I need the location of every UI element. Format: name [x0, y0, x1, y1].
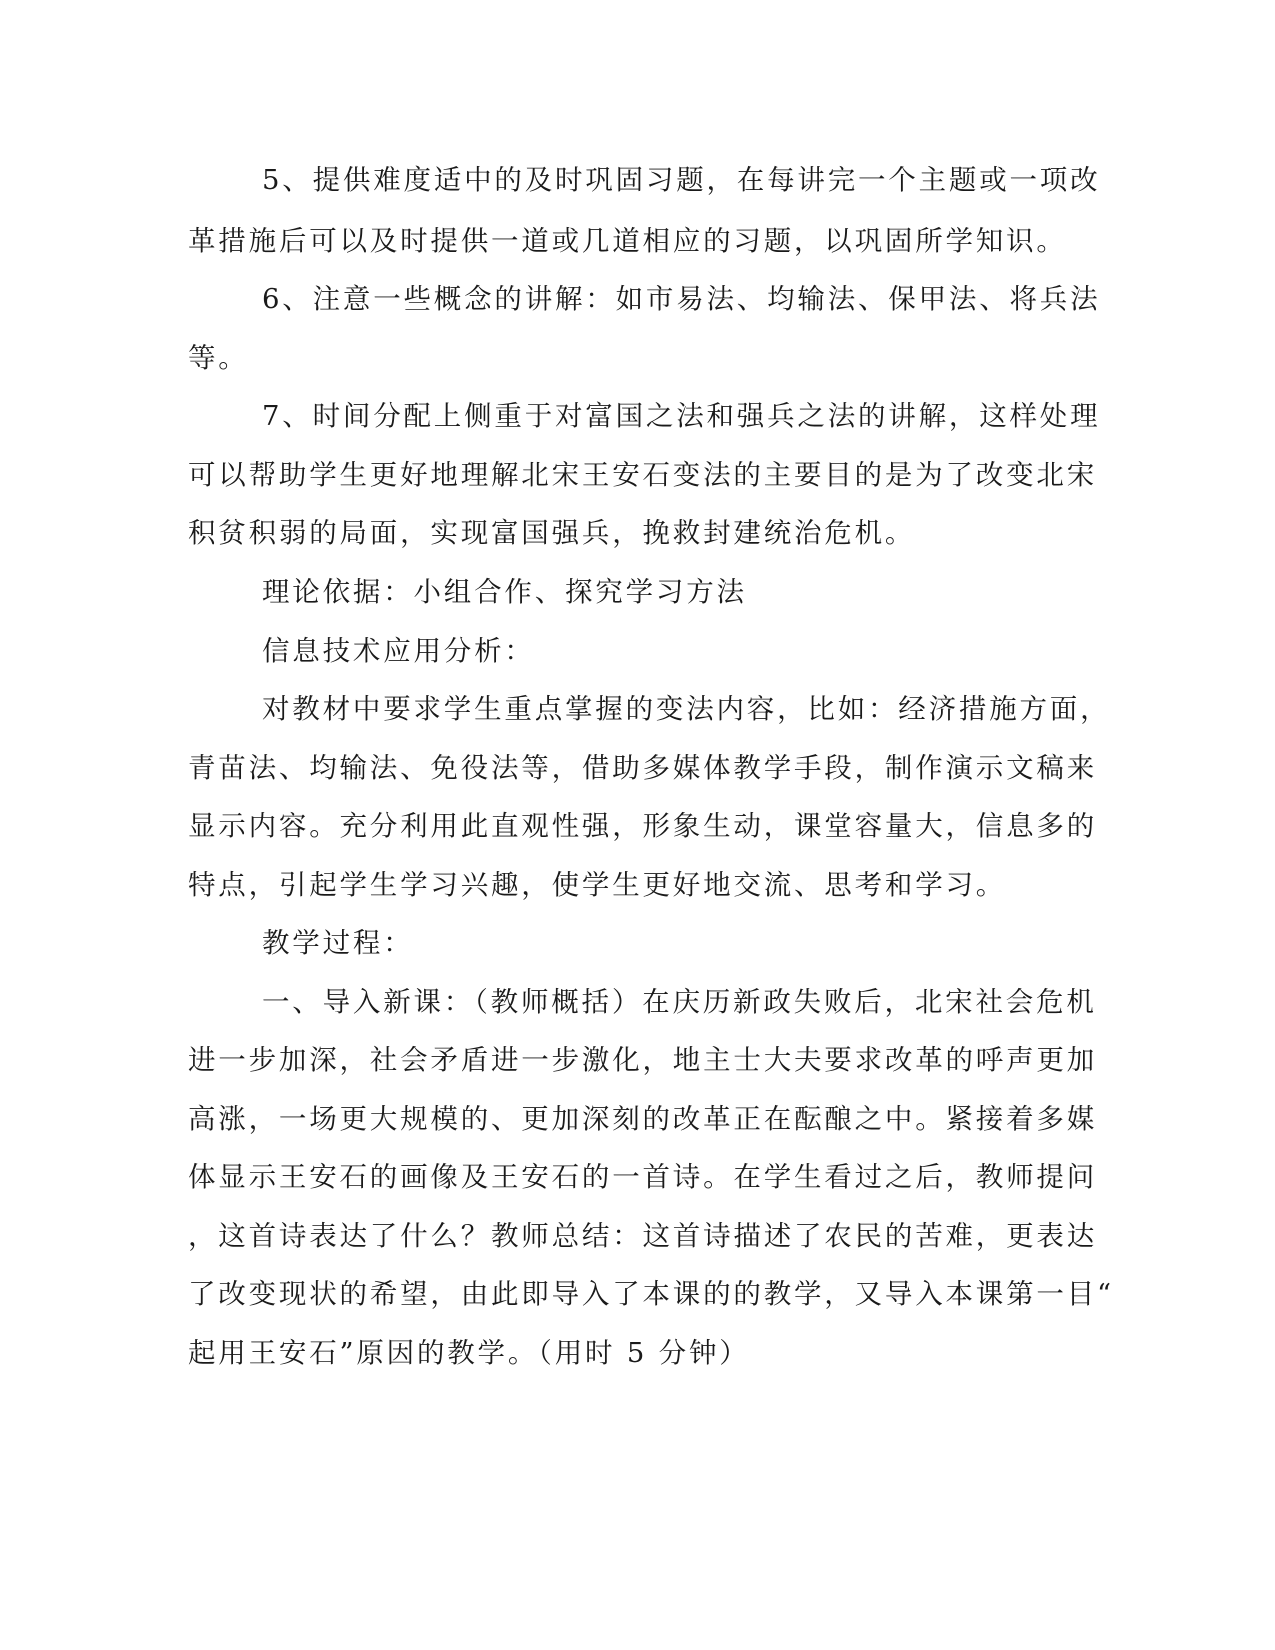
paragraph-6-line-2: 等。 — [188, 342, 249, 374]
paragraph-5-line-2: 革措施后可以及时提供一道或几道相应的习题，以巩固所学知识。 — [188, 225, 1067, 257]
paragraph-6-line-1: 6、注意一些概念的讲解：如市易法、均输法、保甲法、将兵法 — [262, 283, 1101, 315]
paragraph-7-line-3: 积贫积弱的局面，实现富国强兵，挽救封建统治危机。 — [188, 517, 916, 549]
intro-line-7: 起用王安石”原因的教学。（用时 5 分钟） — [188, 1337, 750, 1369]
paragraph-7-line-1: 7、时间分配上侧重于对富国之法和强兵之法的讲解，这样处理 — [262, 400, 1101, 432]
it-analysis-line-2: 青苗法、均输法、免役法等，借助多媒体教学手段，制作演示文稿来 — [188, 752, 1097, 784]
it-analysis-heading: 信息技术应用分析： — [262, 635, 535, 667]
paragraph-7-line-2: 可以帮助学生更好地理解北宋王安石变法的主要目的是为了改变北宋 — [188, 459, 1097, 491]
it-analysis-line-4: 特点，引起学生学习兴趣，使学生更好地交流、思考和学习。 — [188, 869, 1007, 901]
it-analysis-line-3: 显示内容。充分利用此直观性强，形象生动，课堂容量大，信息多的 — [188, 810, 1097, 842]
teaching-process-heading: 教学过程： — [262, 927, 414, 959]
paragraph-5-line-1: 5、提供难度适中的及时巩固习题，在每讲完一个主题或一项改 — [262, 164, 1101, 196]
intro-line-5: ，这首诗表达了什么？教师总结：这首诗描述了农民的苦难，更表达 — [188, 1220, 1097, 1252]
intro-line-3: 高涨，一场更大规模的、更加深刻的改革正在酝酿之中。紧接着多媒 — [188, 1103, 1097, 1135]
intro-line-2: 进一步加深，社会矛盾进一步激化，地主士大夫要求改革的呼声更加 — [188, 1044, 1097, 1076]
intro-line-6: 了改变现状的希望，由此即导入了本课的的教学，又导入本课第一目“ — [188, 1278, 1114, 1310]
intro-line-4: 体显示王安石的画像及王安石的一首诗。在学生看过之后，教师提问 — [188, 1161, 1097, 1193]
intro-line-1: 一、导入新课：（教师概括）在庆历新政失败后，北宋社会危机 — [262, 986, 1097, 1018]
theory-basis-line: 理论依据：小组合作、探究学习方法 — [262, 576, 747, 608]
it-analysis-line-1: 对教材中要求学生重点掌握的变法内容，比如：经济措施方面， — [262, 693, 1111, 725]
